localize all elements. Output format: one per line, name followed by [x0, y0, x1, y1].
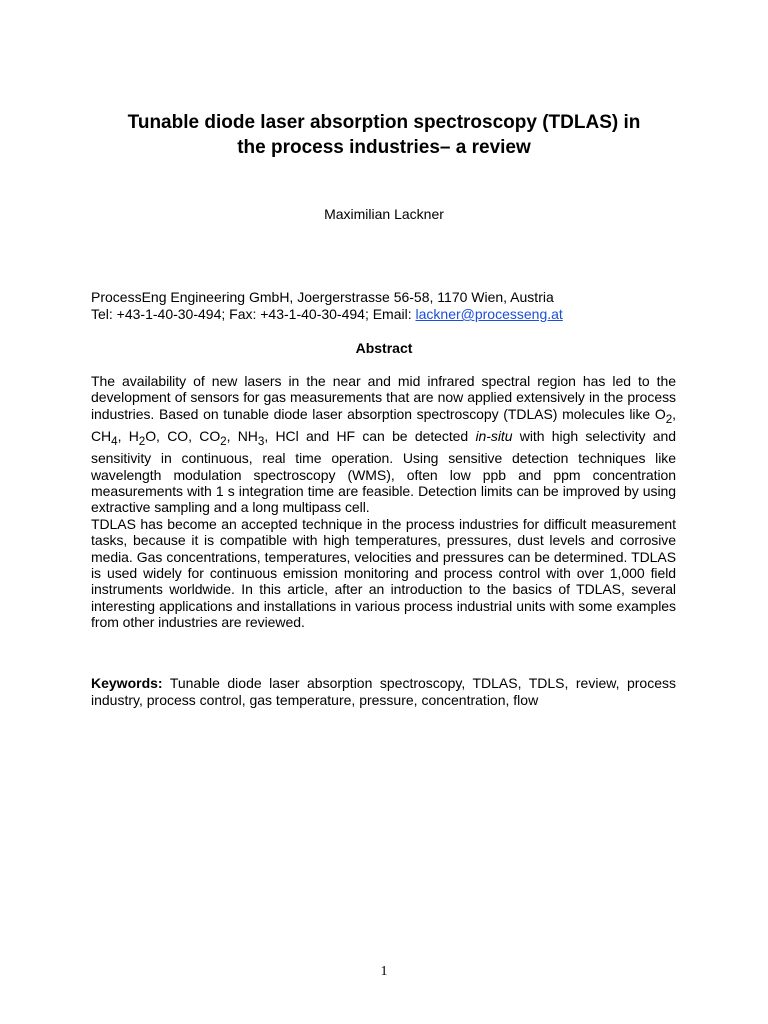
paper-title: [60, 110, 708, 160]
subscript: 2: [138, 434, 146, 448]
abstract-text: The availability of new lasers in the near and mid infrared spectral region has led to the development of sensors for gas measurements that are now applied extensively in the process industries. Based on tunable diode laser absorption spectroscopy (TDLAS) molecules like O: [91, 373, 676, 422]
in-situ-italic: in-situ: [475, 428, 513, 445]
keywords-label: Keywords:: [91, 675, 163, 691]
abstract-text: , NH: [226, 428, 258, 445]
abstract-heading: Abstract: [355, 340, 413, 356]
subscript: 2: [220, 434, 227, 448]
affiliation-address: ProcessEng Engineering GmbH, Joergerstrasse 56-58, 1170 Wien, Austria: [91, 289, 554, 305]
keywords-text: Tunable diode laser absorption spectroscopy, TDLAS, TDLS, review, process industry, process control, gas temperature, pressure, concentration, flow: [91, 675, 676, 708]
abstract-text: O, CO, CO: [145, 428, 221, 445]
abstract-body: [91, 373, 676, 631]
contact-phone-fax: Tel: +43-1-40-30-494; Fax: +43-1-40-30-494; Email:: [91, 306, 416, 322]
subscript: 4: [111, 434, 118, 448]
abstract-paragraph-1: [91, 373, 676, 516]
abstract-text: with high selectivity and sensitivity in continuous, real time operation. Using sensitive detection techniques like wavelength modulation spectroscopy (WMS), often low ppb and ppm concentration measurements with 1 s integration time are feasible. Detection limits can be improved by using extractive sampling and a long multipass cell.: [91, 428, 677, 516]
page-number: 1: [380, 964, 388, 979]
email-link[interactable]: lackner@processeng.at: [415, 306, 563, 322]
title-line-1: Tunable diode laser absorption spectroscopy (TDLAS) in: [127, 112, 641, 133]
abstract-paragraph-2: TDLAS has become an accepted technique in the process industries for difficult measurement tasks, because it is compatible with high temperatures, pressures, dust levels and corrosive media. Gas concentrations, temperatures, velocities and pressures can be determined. TDLAS is used widely for continuous emission monitoring and process control with over 1,000 field instruments worldwide. In this article, after an introduction to the basics of TDLAS, several interesting applications and installations in various process industrial units with some examples from other industries are reviewed.: [91, 515, 676, 631]
subscript: 2: [665, 412, 673, 426]
affiliation-contact: [91, 306, 563, 323]
keywords-block: [91, 675, 676, 709]
abstract-text: , H: [117, 428, 139, 445]
abstract-text: , HCl and HF can be detected: [264, 428, 476, 445]
author-name: Maximilian Lackner: [324, 206, 444, 222]
abstract-text: , CH: [91, 405, 676, 445]
affiliation-block: [91, 289, 563, 323]
subscript: 3: [257, 434, 265, 448]
title-line-2: the process industries– a review: [237, 137, 531, 158]
